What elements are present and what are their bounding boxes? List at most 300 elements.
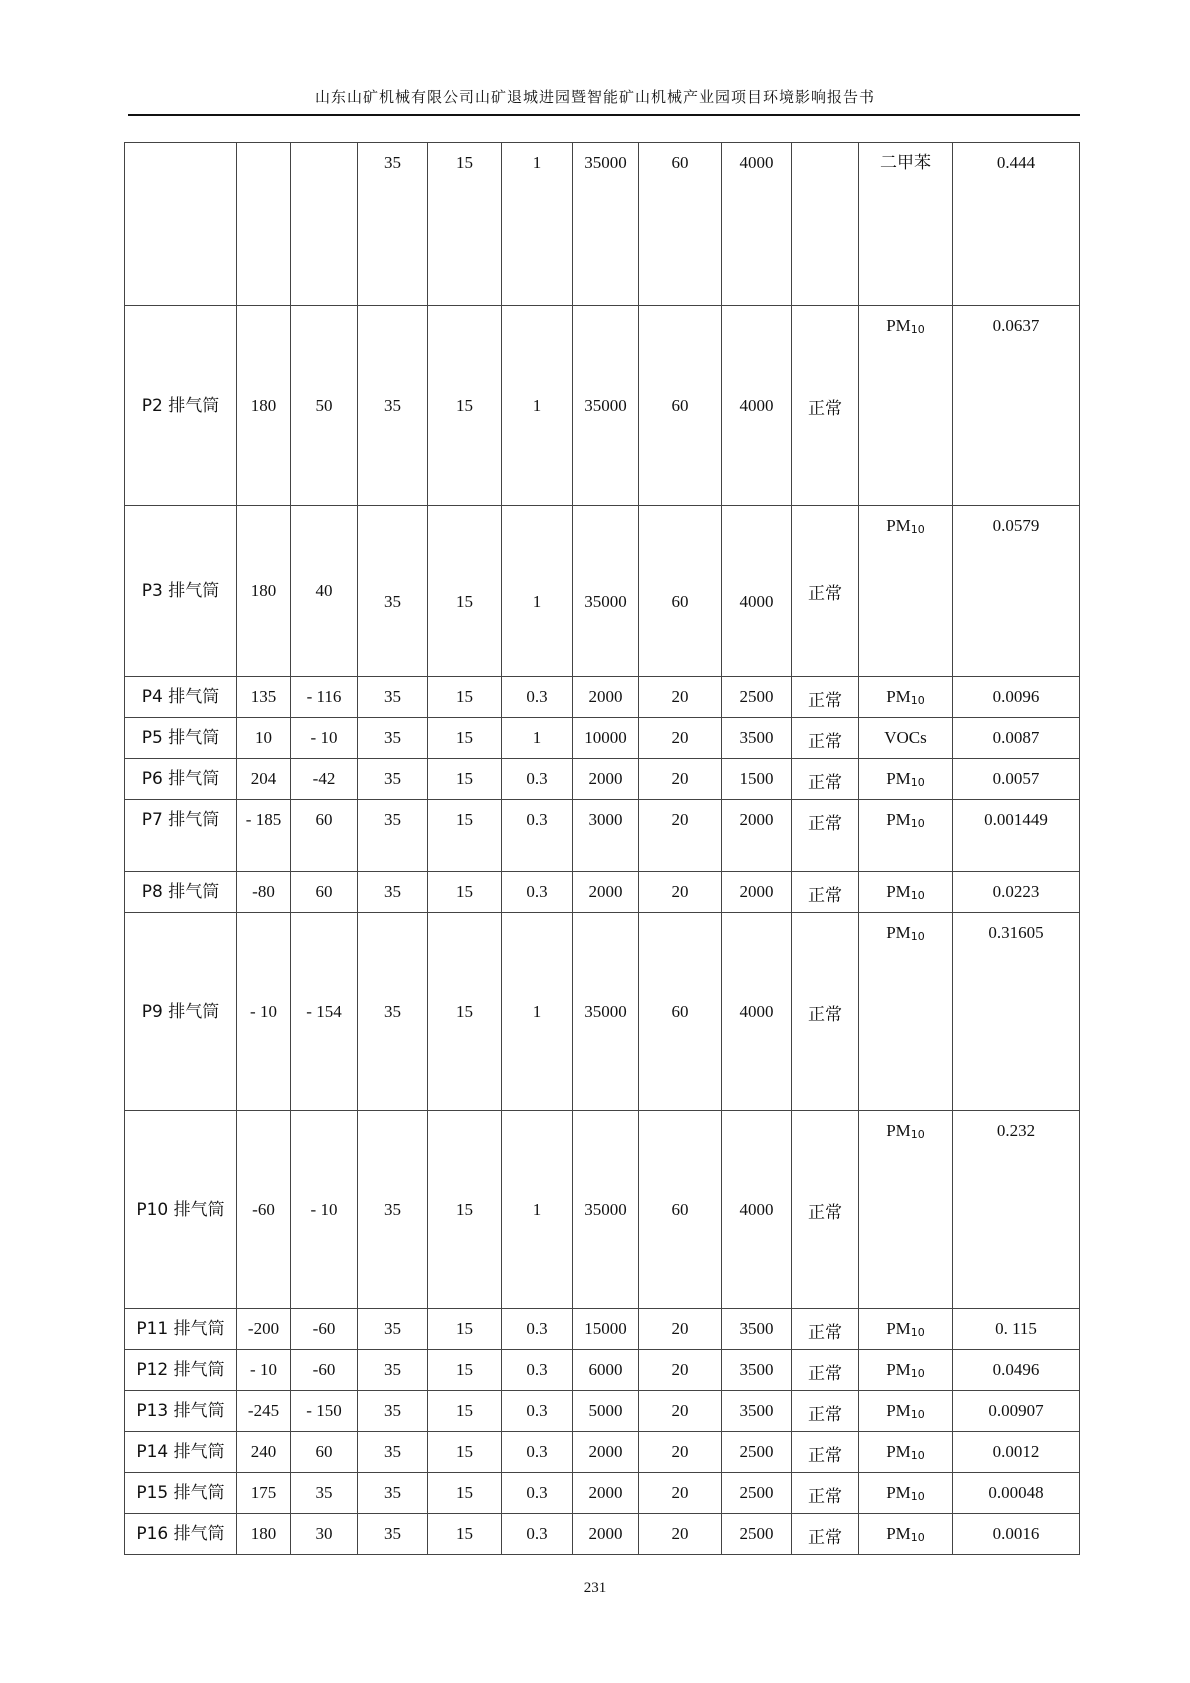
cell-text: 1 <box>532 1199 542 1219</box>
cell-c7 <box>639 800 722 872</box>
cell-c7 <box>639 143 722 306</box>
cell-c6 <box>573 1432 639 1473</box>
cell-text: P12 排气筒 <box>136 1360 225 1380</box>
cell-text: 2500 <box>739 1442 774 1461</box>
pollutant-label <box>859 872 952 906</box>
cell-rate <box>953 143 1080 306</box>
cell-c3 <box>358 1432 428 1473</box>
table-row <box>125 1309 1080 1350</box>
page-number: 231 <box>583 1580 607 1596</box>
cell-text: 20 <box>671 1401 689 1420</box>
cell-x <box>237 506 291 677</box>
cell-text: 0.3 <box>526 687 548 706</box>
cell-text: 180 <box>250 581 277 600</box>
cell-text: 0.001449 <box>984 810 1048 829</box>
cell-name <box>125 1350 237 1391</box>
cell-c8 <box>722 1432 792 1473</box>
cell-text: 35 <box>384 728 401 747</box>
table-row <box>125 718 1080 759</box>
cell-c7 <box>639 677 722 718</box>
cell-c7 <box>639 872 722 913</box>
cell-text: 15 <box>456 1442 473 1461</box>
pollutant-subscript: 10 <box>910 776 925 789</box>
cell-c4 <box>428 1111 502 1309</box>
cell-text: P3 排气筒 <box>141 581 220 601</box>
cell-text: 60 <box>671 1199 689 1219</box>
cell-name <box>125 1111 237 1309</box>
cell-x <box>237 1514 291 1555</box>
cell-name <box>125 913 237 1111</box>
cell-status <box>792 1350 859 1391</box>
cell-text: 15 <box>456 882 473 901</box>
cell-name <box>125 506 237 677</box>
cell-c5 <box>502 506 573 677</box>
cell-text: 2000 <box>588 1483 623 1502</box>
pollutant-label <box>859 1391 952 1425</box>
cell-pollutant <box>859 1432 953 1473</box>
cell-text: 0.232 <box>996 1121 1036 1140</box>
cell-text: 2500 <box>739 1524 774 1543</box>
pollutant-subscript: 10 <box>910 1449 925 1462</box>
cell-c6 <box>573 1309 639 1350</box>
cell-text: 1 <box>532 1001 542 1021</box>
cell-text: 204 <box>250 769 277 788</box>
cell-pollutant <box>859 1473 953 1514</box>
cell-text: 60 <box>671 1001 689 1021</box>
cell-status <box>792 1309 859 1350</box>
cell-text: 35000 <box>584 1001 627 1021</box>
cell-text: 15 <box>456 1001 473 1021</box>
cell-text: 20 <box>671 810 689 829</box>
cell-c3 <box>358 872 428 913</box>
cell-c5 <box>502 677 573 718</box>
cell-pollutant <box>859 759 953 800</box>
cell-y <box>291 306 358 506</box>
cell-c5 <box>502 718 573 759</box>
pollutant-subscript: 10 <box>910 1490 925 1503</box>
cell-x <box>237 1432 291 1473</box>
cell-text: 正常 <box>808 1405 842 1425</box>
pollutant-base: PM <box>886 1483 911 1502</box>
cell-text: 20 <box>671 1319 689 1338</box>
cell-c6 <box>573 872 639 913</box>
cell-text: 6000 <box>588 1360 623 1379</box>
cell-text: P10 排气筒 <box>136 1199 225 1220</box>
pollutant-label <box>859 1350 952 1384</box>
pollutant-label <box>859 306 952 340</box>
cell-text <box>125 143 236 153</box>
cell-pollutant <box>859 306 953 506</box>
cell-text: 15 <box>456 1483 473 1502</box>
cell-text: 40 <box>315 581 333 600</box>
cell-text: - 185 <box>245 810 282 829</box>
cell-rate <box>953 677 1080 718</box>
cell-text: 正常 <box>808 1446 842 1466</box>
cell-text: P11 排气筒 <box>136 1319 225 1339</box>
cell-status <box>792 759 859 800</box>
cell-c4 <box>428 1473 502 1514</box>
cell-name <box>125 143 237 306</box>
pollutant-base: PM <box>886 1401 911 1420</box>
cell-text: P7 排气筒 <box>141 810 220 830</box>
cell-text: 135 <box>250 687 277 706</box>
cell-text: 35000 <box>584 153 627 172</box>
pollutant-subscript: 10 <box>910 889 925 902</box>
cell-c6 <box>573 800 639 872</box>
cell-text: 15 <box>456 1401 473 1420</box>
cell-c4 <box>428 506 502 677</box>
cell-c3 <box>358 1111 428 1309</box>
cell-text: 正常 <box>808 691 842 711</box>
pollutant-subscript: 10 <box>910 523 925 536</box>
cell-c3 <box>358 718 428 759</box>
cell-status <box>792 1432 859 1473</box>
table-row <box>125 1514 1080 1555</box>
cell-text: 35 <box>384 769 401 788</box>
cell-text: 正常 <box>808 886 842 906</box>
cell-text: 35 <box>384 153 401 172</box>
cell-pollutant <box>859 800 953 872</box>
cell-text: 正常 <box>808 1323 842 1343</box>
cell-text: - 10 <box>310 1199 338 1219</box>
cell-text: 35 <box>384 395 401 415</box>
pollutant-base: PM <box>886 316 911 335</box>
pollutant-subscript: 10 <box>910 694 925 707</box>
cell-text: 20 <box>671 1524 689 1543</box>
cell-pollutant <box>859 506 953 677</box>
cell-text: 180 <box>250 395 277 415</box>
pollutant-subscript: 10 <box>910 1531 925 1544</box>
cell-c7 <box>639 1350 722 1391</box>
cell-c3 <box>358 506 428 677</box>
cell-c6 <box>573 1350 639 1391</box>
cell-y <box>291 1350 358 1391</box>
cell-status <box>792 800 859 872</box>
table-row <box>125 306 1080 506</box>
cell-text: P14 排气筒 <box>136 1442 225 1462</box>
cell-c3 <box>358 1514 428 1555</box>
cell-text: P2 排气筒 <box>141 395 220 416</box>
cell-text: 1500 <box>739 769 774 788</box>
cell-c6 <box>573 1473 639 1514</box>
cell-rate <box>953 1111 1080 1309</box>
cell-text: 20 <box>671 1483 689 1502</box>
pollutant-label <box>859 143 952 177</box>
cell-x <box>237 872 291 913</box>
cell-text: 30 <box>315 1524 333 1543</box>
cell-c4 <box>428 306 502 506</box>
cell-name <box>125 1473 237 1514</box>
cell-c5 <box>502 1350 573 1391</box>
cell-rate <box>953 718 1080 759</box>
cell-text: - 10 <box>250 1001 277 1021</box>
cell-text: 正常 <box>808 773 842 793</box>
cell-c3 <box>358 1473 428 1514</box>
cell-text: 0.3 <box>526 1401 548 1420</box>
cell-x <box>237 800 291 872</box>
cell-status <box>792 506 859 677</box>
cell-c4 <box>428 1309 502 1350</box>
cell-c5 <box>502 1432 573 1473</box>
cell-name <box>125 306 237 506</box>
cell-rate <box>953 800 1080 872</box>
table-row <box>125 677 1080 718</box>
cell-c4 <box>428 1432 502 1473</box>
cell-rate <box>953 1391 1080 1432</box>
cell-text: 35 <box>384 687 401 706</box>
cell-name <box>125 718 237 759</box>
cell-text: 15 <box>456 592 473 611</box>
pollutant-base: PM <box>886 1319 911 1338</box>
cell-x <box>237 677 291 718</box>
cell-text: 15 <box>456 153 473 172</box>
cell-text: - 154 <box>306 1001 342 1021</box>
cell-text: 0. 115 <box>995 1319 1037 1338</box>
cell-text: 0.3 <box>526 882 548 901</box>
cell-c4 <box>428 913 502 1111</box>
cell-y <box>291 1514 358 1555</box>
cell-text: 240 <box>250 1442 277 1461</box>
cell-status <box>792 1111 859 1309</box>
pollutant-base: PM <box>886 1524 911 1543</box>
cell-c8 <box>722 718 792 759</box>
pollutant-subscript: 10 <box>910 1367 925 1380</box>
pollutant-subscript: 10 <box>910 1128 925 1141</box>
cell-y <box>291 1309 358 1350</box>
cell-c8 <box>722 1350 792 1391</box>
cell-text: 15 <box>456 810 473 829</box>
table-row <box>125 143 1080 306</box>
cell-status <box>792 1391 859 1432</box>
cell-x <box>237 718 291 759</box>
pollutant-label <box>859 1473 952 1507</box>
cell-c4 <box>428 800 502 872</box>
cell-c3 <box>358 913 428 1111</box>
cell-text: 35 <box>384 1524 401 1543</box>
cell-status <box>792 677 859 718</box>
table-row <box>125 759 1080 800</box>
cell-text: -42 <box>312 769 336 788</box>
cell-text: 10000 <box>584 728 627 747</box>
pollutant-label <box>859 718 952 752</box>
cell-text: 50 <box>315 395 333 415</box>
cell-text: 0.00048 <box>988 1483 1044 1502</box>
cell-y <box>291 872 358 913</box>
cell-c7 <box>639 913 722 1111</box>
cell-c7 <box>639 1391 722 1432</box>
cell-text: 0.3 <box>526 1319 548 1338</box>
cell-text: 1 <box>532 153 542 172</box>
cell-text: 正常 <box>808 732 842 752</box>
cell-text: 20 <box>671 882 689 901</box>
cell-text: 4000 <box>739 592 774 611</box>
cell-y <box>291 913 358 1111</box>
cell-text: -245 <box>247 1401 280 1420</box>
cell-text <box>237 143 290 153</box>
cell-rate <box>953 1473 1080 1514</box>
cell-name <box>125 759 237 800</box>
cell-status <box>792 718 859 759</box>
cell-c4 <box>428 143 502 306</box>
cell-pollutant <box>859 872 953 913</box>
pollutant-label <box>859 913 952 947</box>
cell-text: 15 <box>456 395 473 415</box>
cell-text: 0.3 <box>526 810 548 829</box>
pollutant-subscript: 10 <box>910 817 925 830</box>
cell-x <box>237 1473 291 1514</box>
cell-rate <box>953 306 1080 506</box>
cell-text: 0.3 <box>526 1360 548 1379</box>
cell-c3 <box>358 1350 428 1391</box>
cell-text: 2500 <box>739 687 774 706</box>
cell-y <box>291 143 358 306</box>
pollutant-subscript: 10 <box>910 323 925 336</box>
pollutant-base: 二甲苯 <box>880 153 931 173</box>
cell-text: 0.444 <box>996 153 1036 172</box>
cell-c4 <box>428 1391 502 1432</box>
table-row <box>125 1391 1080 1432</box>
cell-text: P6 排气筒 <box>141 769 220 789</box>
cell-text: 15 <box>456 1199 473 1219</box>
pollutant-base: PM <box>886 923 911 942</box>
cell-c5 <box>502 143 573 306</box>
cell-text: -80 <box>252 882 275 901</box>
cell-status <box>792 143 859 306</box>
cell-c7 <box>639 1473 722 1514</box>
cell-x <box>237 1391 291 1432</box>
cell-pollutant <box>859 1111 953 1309</box>
cell-name <box>125 677 237 718</box>
cell-c5 <box>502 1111 573 1309</box>
pollutant-base: PM <box>886 516 911 535</box>
table-row <box>125 872 1080 913</box>
cell-text: P13 排气筒 <box>136 1401 225 1421</box>
cell-c5 <box>502 759 573 800</box>
cell-x <box>237 1350 291 1391</box>
cell-text: 2000 <box>588 882 623 901</box>
cell-name <box>125 1391 237 1432</box>
cell-status <box>792 913 859 1111</box>
cell-name <box>125 1514 237 1555</box>
cell-text <box>792 143 858 157</box>
pollutant-subscript: 10 <box>910 930 925 943</box>
cell-text: 正常 <box>808 1528 842 1548</box>
cell-c5 <box>502 1309 573 1350</box>
cell-x <box>237 759 291 800</box>
table-row <box>125 800 1080 872</box>
cell-text: 2000 <box>588 769 623 788</box>
table-row <box>125 506 1080 677</box>
cell-text: 3500 <box>739 1319 774 1338</box>
cell-rate <box>953 1350 1080 1391</box>
cell-text: 35 <box>384 1001 401 1021</box>
cell-c4 <box>428 1350 502 1391</box>
cell-text: 20 <box>671 1360 689 1379</box>
cell-c3 <box>358 677 428 718</box>
cell-text: 0.0223 <box>992 882 1040 901</box>
cell-x <box>237 1309 291 1350</box>
cell-y <box>291 759 358 800</box>
cell-text: P16 排气筒 <box>136 1524 225 1544</box>
pollutant-label <box>859 1432 952 1466</box>
cell-c8 <box>722 1473 792 1514</box>
cell-c8 <box>722 306 792 506</box>
cell-c4 <box>428 1514 502 1555</box>
cell-text: 4000 <box>739 1001 774 1021</box>
cell-rate <box>953 872 1080 913</box>
cell-y <box>291 1111 358 1309</box>
cell-rate <box>953 1514 1080 1555</box>
cell-text: 60 <box>671 395 689 415</box>
cell-text: 35 <box>384 1319 401 1338</box>
cell-text: 60 <box>671 153 689 172</box>
pollutant-label <box>859 1309 952 1343</box>
table-row <box>125 913 1080 1111</box>
cell-text: 正常 <box>808 1364 842 1384</box>
cell-text: - 116 <box>306 687 342 706</box>
table-row <box>125 1432 1080 1473</box>
cell-rate <box>953 913 1080 1111</box>
cell-text: 20 <box>671 1442 689 1461</box>
pollutant-base: VOCs <box>884 728 927 747</box>
cell-c8 <box>722 913 792 1111</box>
cell-c8 <box>722 1391 792 1432</box>
cell-text: 0.3 <box>526 1483 548 1502</box>
cell-text: 0.0057 <box>992 769 1040 788</box>
cell-c5 <box>502 1514 573 1555</box>
cell-c6 <box>573 913 639 1111</box>
cell-text: 4000 <box>739 395 774 415</box>
cell-text: 2000 <box>588 1524 623 1543</box>
cell-c7 <box>639 1309 722 1350</box>
cell-pollutant <box>859 1309 953 1350</box>
cell-pollutant <box>859 143 953 306</box>
cell-text: 35 <box>384 1199 401 1219</box>
cell-y <box>291 506 358 677</box>
cell-pollutant <box>859 677 953 718</box>
cell-text: 正常 <box>808 1004 842 1025</box>
cell-c6 <box>573 1514 639 1555</box>
cell-text: 60 <box>315 1442 333 1461</box>
cell-text: 正常 <box>808 1202 842 1223</box>
cell-c3 <box>358 759 428 800</box>
cell-y <box>291 800 358 872</box>
cell-pollutant <box>859 913 953 1111</box>
cell-name <box>125 800 237 872</box>
cell-text: 0.0087 <box>992 728 1040 747</box>
cell-text: 2000 <box>739 810 774 829</box>
cell-x <box>237 306 291 506</box>
cell-pollutant <box>859 1391 953 1432</box>
cell-text: 0.3 <box>526 769 548 788</box>
cell-c6 <box>573 718 639 759</box>
cell-y <box>291 718 358 759</box>
pollutant-base: PM <box>886 882 911 901</box>
cell-pollutant <box>859 718 953 759</box>
pollutant-base: PM <box>886 1360 911 1379</box>
cell-text: - 10 <box>310 728 338 747</box>
cell-text: 0.0637 <box>992 316 1040 335</box>
cell-c4 <box>428 872 502 913</box>
cell-text: 0.3 <box>526 1524 548 1543</box>
table-row <box>125 1111 1080 1309</box>
cell-text: 正常 <box>808 814 842 834</box>
cell-text: 3500 <box>739 728 774 747</box>
cell-text <box>291 143 357 153</box>
cell-text: 10 <box>255 728 272 747</box>
cell-text: 2500 <box>739 1483 774 1502</box>
cell-text: P8 排气筒 <box>141 882 220 902</box>
